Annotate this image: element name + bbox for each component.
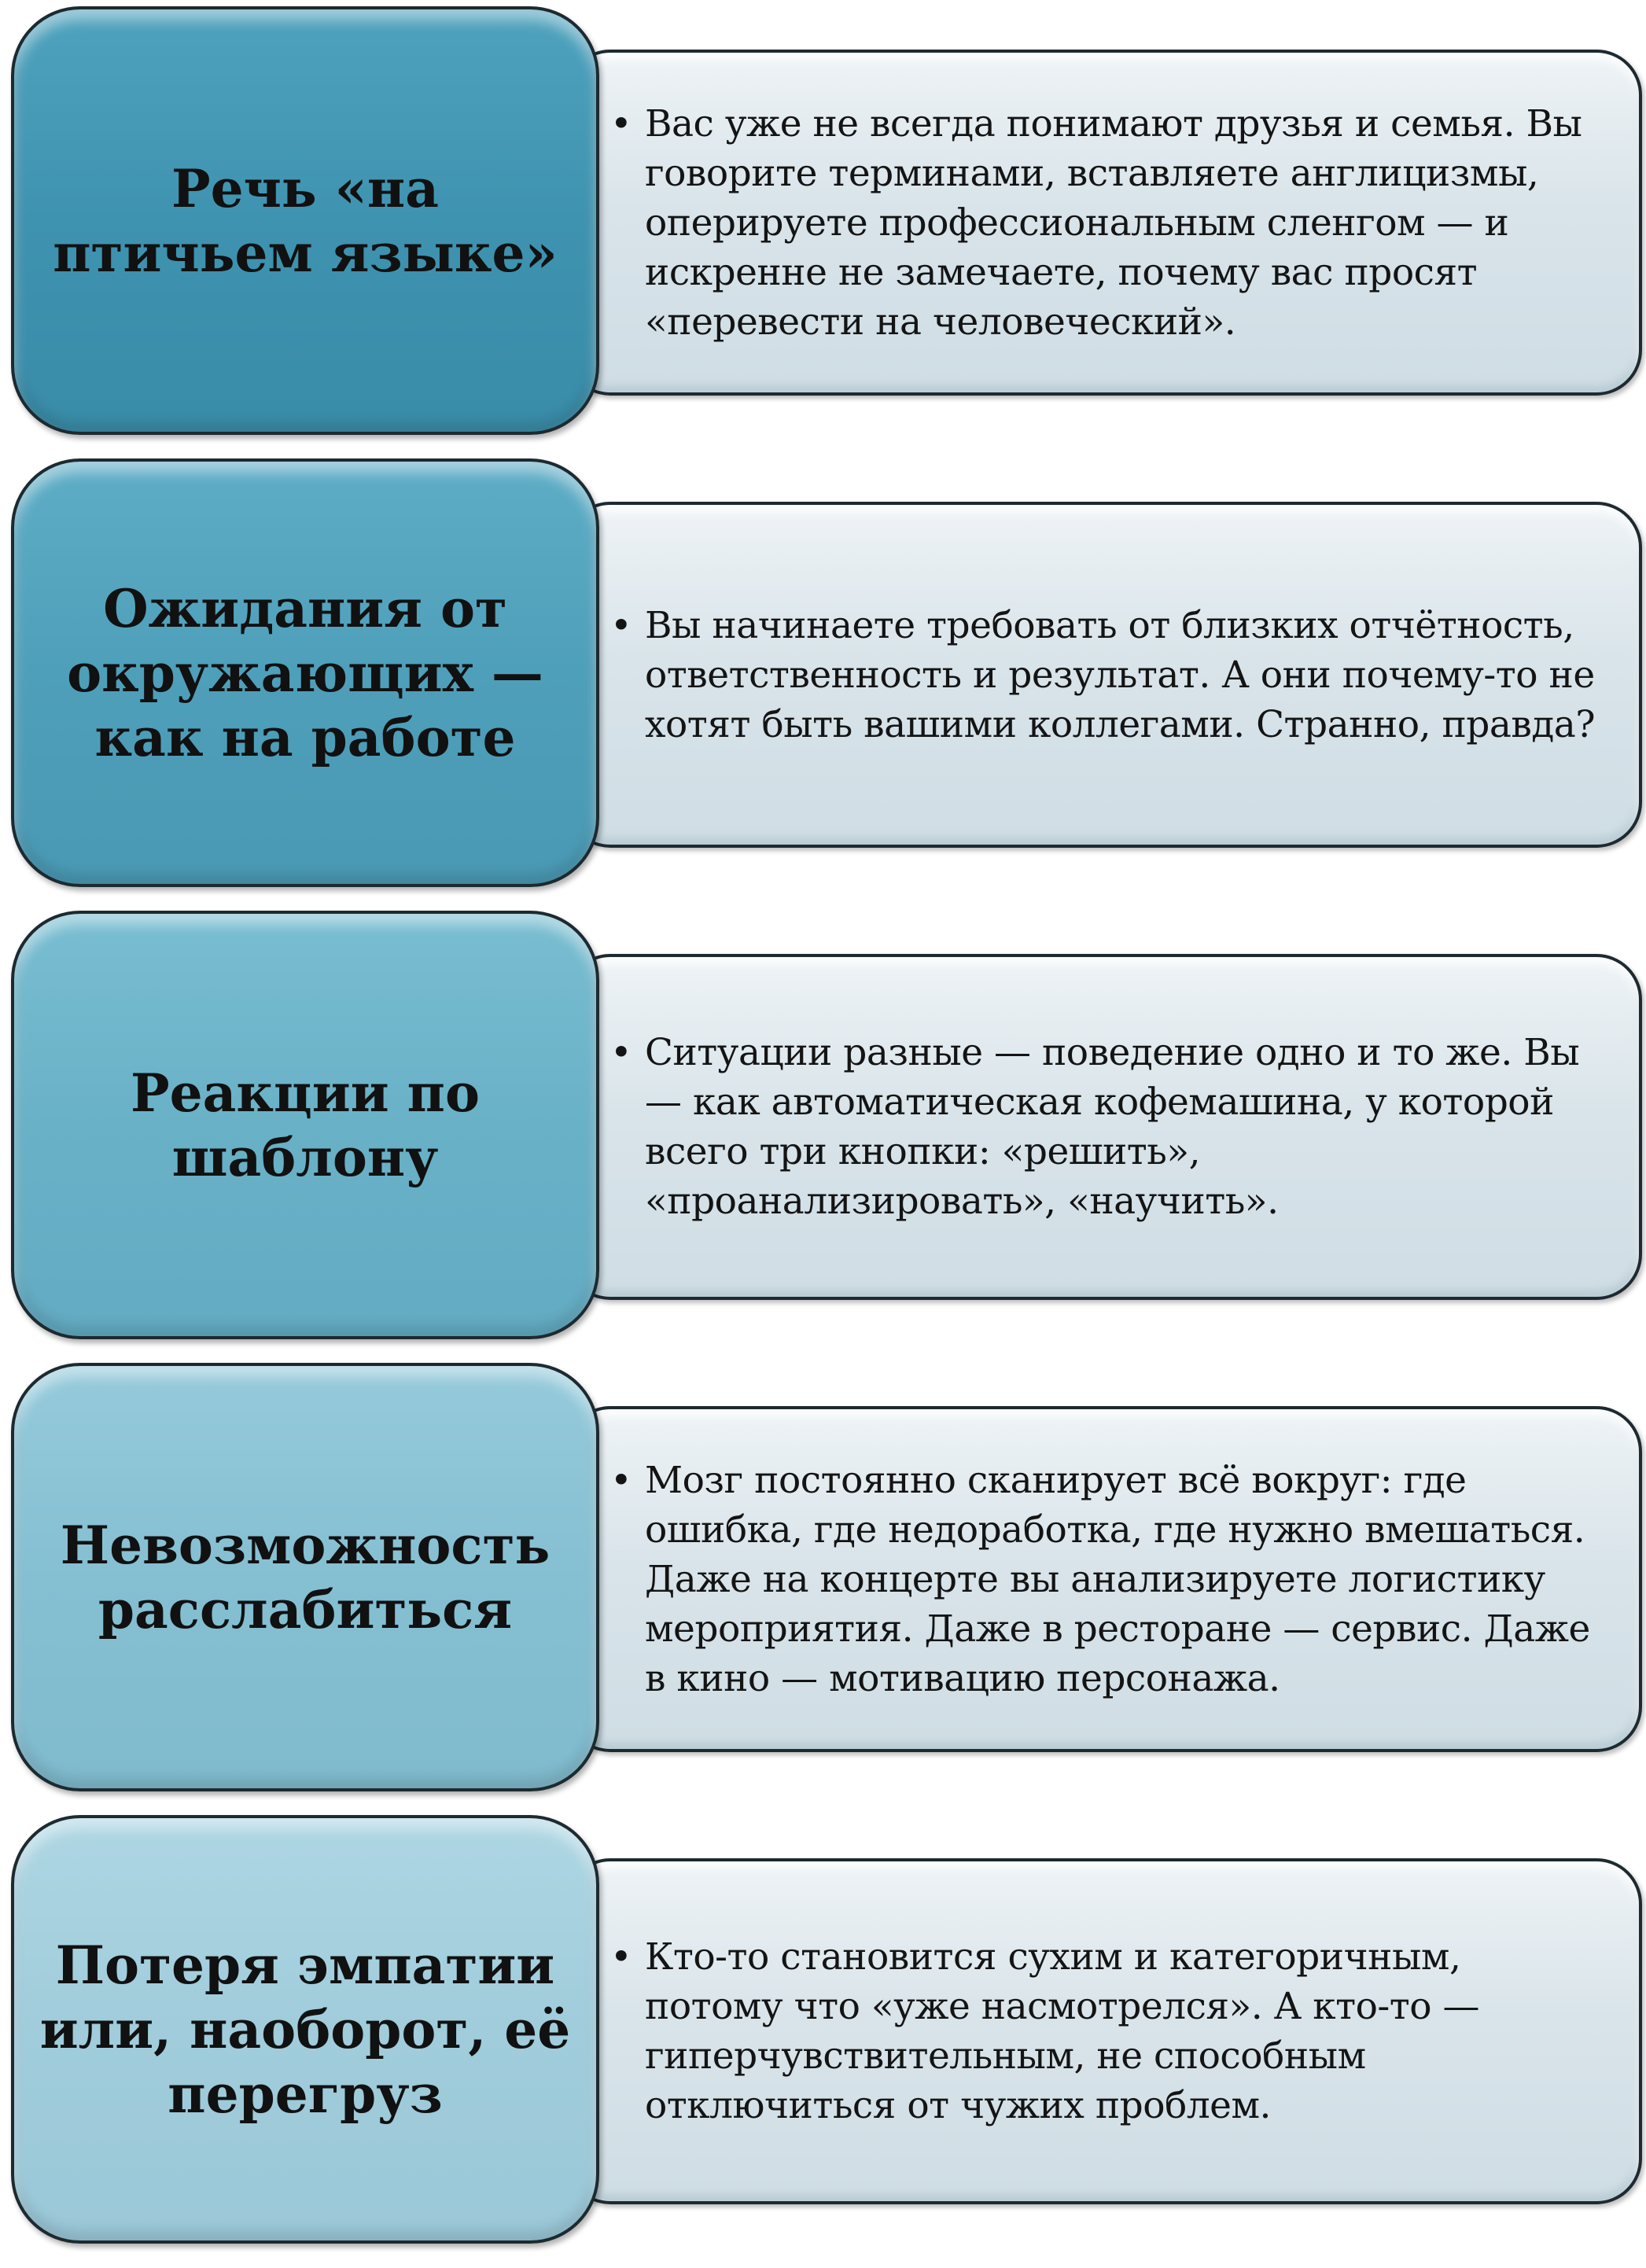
header-box [11, 6, 599, 435]
header-title: Невозможность расслабиться [60, 1514, 551, 1640]
header-box [11, 1363, 599, 1791]
detail-body: Ситуации разные — поведение одно и то же. Вы — как автоматическая кофемашина, у которой всего три кнопки: «решить», «проанализировать», «научить». [645, 1031, 1580, 1223]
detail-text [610, 1456, 1607, 1703]
detail-text [610, 99, 1607, 347]
bullet-icon: • [610, 1458, 632, 1502]
bullet-icon: • [610, 603, 632, 647]
detail-body: Вас уже не всегда понимают друзья и семья. Вы говорите терминами, вставляете англицизмы, оперируете профессиональным сленгом — и искренне не замечаете, почему вас просят «перевести на человеческий». [645, 101, 1582, 344]
list-item-work-expectations [0, 458, 1646, 899]
list-item-cannot-relax [0, 1363, 1646, 1803]
detail-text [610, 601, 1607, 749]
list-item-template-reactions [0, 911, 1646, 1351]
header-box [11, 1815, 599, 2244]
detail-box [565, 1858, 1642, 2204]
detail-body: Мозг постоянно сканирует всё вокруг: где ошибка, где недоработка, где нужно вмешаться. Даже на концерте вы анализируете логистику мероприятия. Даже в ресторане — сервис. Даже в кино — мотивацию персонажа. [645, 1458, 1590, 1700]
header-title: Речь «на птичьем языке» [53, 157, 558, 284]
detail-box [565, 954, 1642, 1300]
bullet-icon: • [610, 1935, 632, 1979]
detail-box [565, 50, 1642, 396]
header-box [11, 458, 599, 887]
header-title: Ожидания от окружающих — как на работе [67, 577, 543, 768]
detail-text [610, 1932, 1607, 2130]
header-title: Потеря эмпатии или, наоборот, её перегруз [39, 1934, 571, 2125]
header-box [11, 911, 599, 1339]
detail-box [565, 502, 1642, 848]
detail-body: Вы начинаете требовать от близких отчётность, ответственность и результат. А они почему-то не хотят быть вашими коллегами. Странно, правда? [645, 603, 1596, 746]
bullet-icon: • [610, 101, 632, 145]
detail-box [565, 1406, 1642, 1752]
bullet-icon: • [610, 1031, 632, 1074]
list-item-speech-jargon [0, 6, 1646, 447]
header-title: Реакции по шаблону [130, 1062, 481, 1188]
list-item-empathy [0, 1815, 1646, 2255]
detail-text [610, 1028, 1607, 1226]
detail-body: Кто-то становится сухим и категоричным, потому что «уже насмотрелся». А кто-то — гиперчувствительным, не способным отключиться от чужих проблем. [645, 1935, 1479, 2127]
